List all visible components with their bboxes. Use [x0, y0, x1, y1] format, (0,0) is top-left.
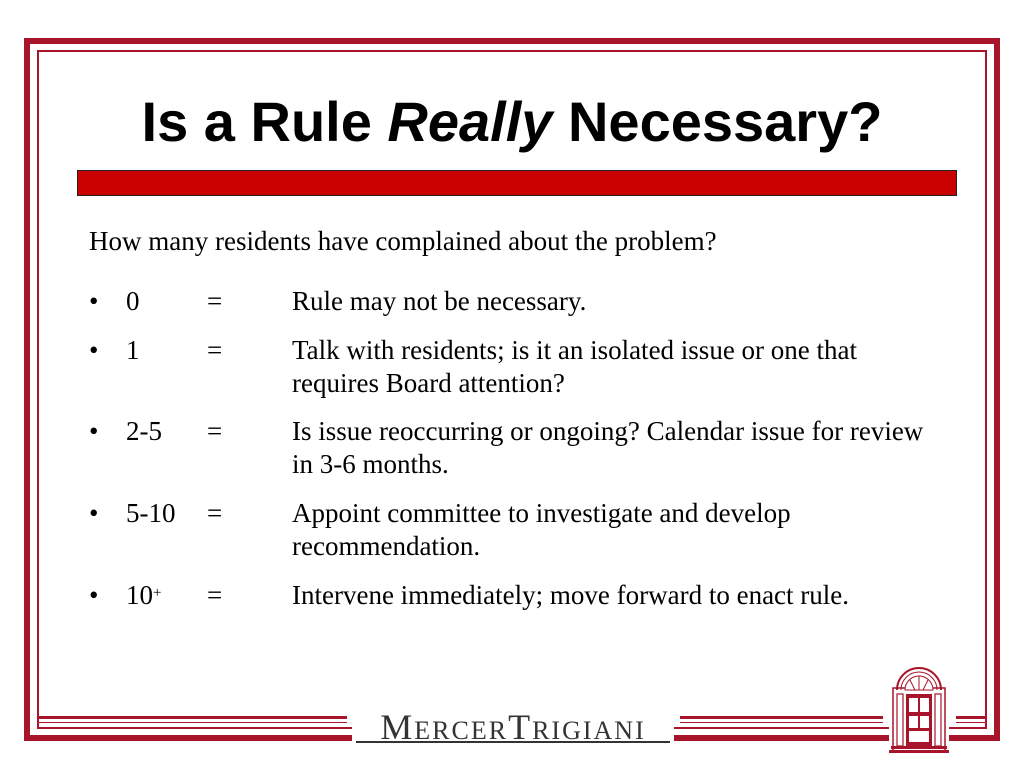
recommendation: Appoint committee to investigate and develop recommendation.: [292, 498, 791, 561]
logo-rule-end: [956, 716, 987, 719]
logo-rule-left: [37, 716, 347, 719]
equals-sign: =: [207, 335, 223, 365]
company-logo-wordmark: [352, 707, 674, 747]
recommendation: Rule may not be necessary.: [292, 286, 587, 316]
resident-count: [126, 497, 176, 530]
logo-underline: [356, 741, 670, 743]
count-superscript: +: [153, 585, 162, 601]
logo-initial-m: M: [380, 707, 415, 747]
doorway-icon: [889, 664, 949, 754]
bullet: •: [89, 286, 99, 316]
bullet: •: [89, 498, 99, 528]
recommendation: Intervene immediately; move forward to enact rule.: [292, 580, 850, 610]
equals-sign: =: [207, 580, 223, 610]
count-value: 10: [126, 580, 153, 610]
logo-word-trigiani: RIGIANI: [532, 716, 646, 745]
bullet: •: [89, 416, 99, 446]
logo-rule-right: [680, 716, 883, 719]
recommendation: Is issue reoccurring or ongoing? Calendar issue for review in 3-6 months.: [292, 416, 924, 479]
equals-sign: =: [207, 416, 223, 446]
equals-sign: =: [207, 286, 223, 316]
logo-initial-t: T: [508, 707, 533, 747]
resident-count: [126, 415, 162, 448]
title-end: Necessary?: [552, 90, 883, 153]
bullet: •: [89, 580, 99, 610]
count-value: 0: [126, 286, 140, 316]
count-value: 1: [126, 335, 140, 365]
resident-count: [126, 579, 161, 612]
resident-count: [126, 285, 140, 318]
title-emphasis: Really: [387, 90, 553, 153]
title-start: Is a Rule: [141, 90, 388, 153]
title-underline-bar: [77, 170, 957, 196]
recommendation: Talk with residents; is it an isolated issue or one that requires Board attention?: [292, 335, 858, 398]
slide-title: [0, 84, 1024, 160]
logo-word-mercer: ERCER: [414, 716, 509, 745]
doorway-icon-graphic: [889, 664, 949, 754]
count-value: 2-5: [126, 416, 162, 446]
question-text: How many residents have complained about the problem?: [89, 226, 717, 256]
bullet: •: [89, 335, 99, 365]
count-value: 5-10: [126, 498, 176, 528]
resident-count: [126, 334, 140, 367]
equals-sign: =: [207, 498, 223, 528]
